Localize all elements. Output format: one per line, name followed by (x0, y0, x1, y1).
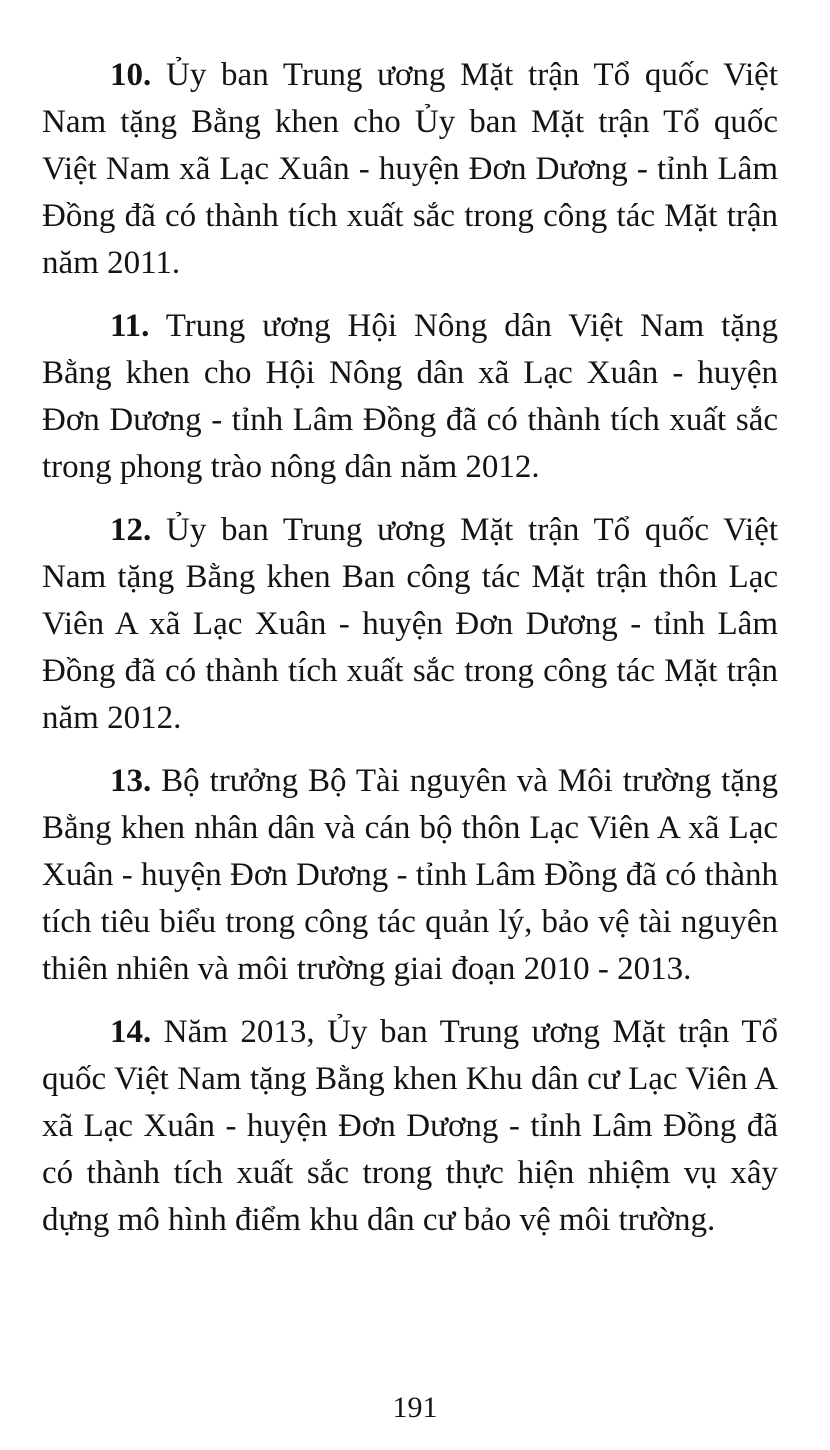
paragraph-text: Ủy ban Trung ương Mặt trận Tổ quốc Việt Nam tặng Bằng khen Ban công tác Mặt trận thôn Lạc Viên A xã Lạc Xuân - huyện Đơn Dương - tỉnh Lâm Đồng đã có thành tích xuất sắc trong công tác Mặt trận năm 2012. (42, 512, 778, 736)
paragraph-number: 12. (110, 512, 152, 548)
paragraph-text: Trung ương Hội Nông dân Việt Nam tặng Bằng khen cho Hội Nông dân xã Lạc Xuân - huyện Đơn Dương - tỉnh Lâm Đồng đã có thành tích xuất sắc trong phong trào nông dân năm 2012. (42, 308, 778, 485)
paragraph-text: Bộ trưởng Bộ Tài nguyên và Môi trường tặng Bằng khen nhân dân và cán bộ thôn Lạc Viên A xã Lạc Xuân - huyện Đơn Dương - tỉnh Lâm Đồng đã có thành tích tiêu biểu trong công tác quản lý, bảo vệ tài nguyên thiên nhiên và môi trường giai đoạn 2010 - 2013. (42, 763, 778, 987)
paragraph-text: Ủy ban Trung ương Mặt trận Tổ quốc Việt Nam tặng Bằng khen cho Ủy ban Mặt trận Tổ quốc Việt Nam xã Lạc Xuân - huyện Đơn Dương - tỉnh Lâm Đồng đã có thành tích xuất sắc trong công tác Mặt trận năm 2011. (42, 57, 778, 281)
page-number: 191 (392, 1391, 438, 1424)
paragraph-text: Năm 2013, Ủy ban Trung ương Mặt trận Tổ quốc Việt Nam tặng Bằng khen Khu dân cư Lạc Viên A xã Lạc Xuân - huyện Đơn Dương - tỉnh Lâm Đồng đã có thành tích xuất sắc trong thực hiện nhiệm vụ xây dựng mô hình điểm khu dân cư bảo vệ môi trường. (42, 1014, 778, 1238)
paragraph-number: 13. (110, 763, 152, 799)
paragraph-number: 11. (110, 308, 150, 344)
paragraph-13 (42, 758, 778, 993)
page-body (42, 52, 778, 1260)
paragraph-number: 14. (110, 1014, 152, 1050)
paragraph-11 (42, 303, 778, 491)
paragraph-14 (42, 1009, 778, 1244)
paragraph-number: 10. (110, 57, 152, 93)
paragraph-12 (42, 507, 778, 742)
paragraph-10 (42, 52, 778, 287)
